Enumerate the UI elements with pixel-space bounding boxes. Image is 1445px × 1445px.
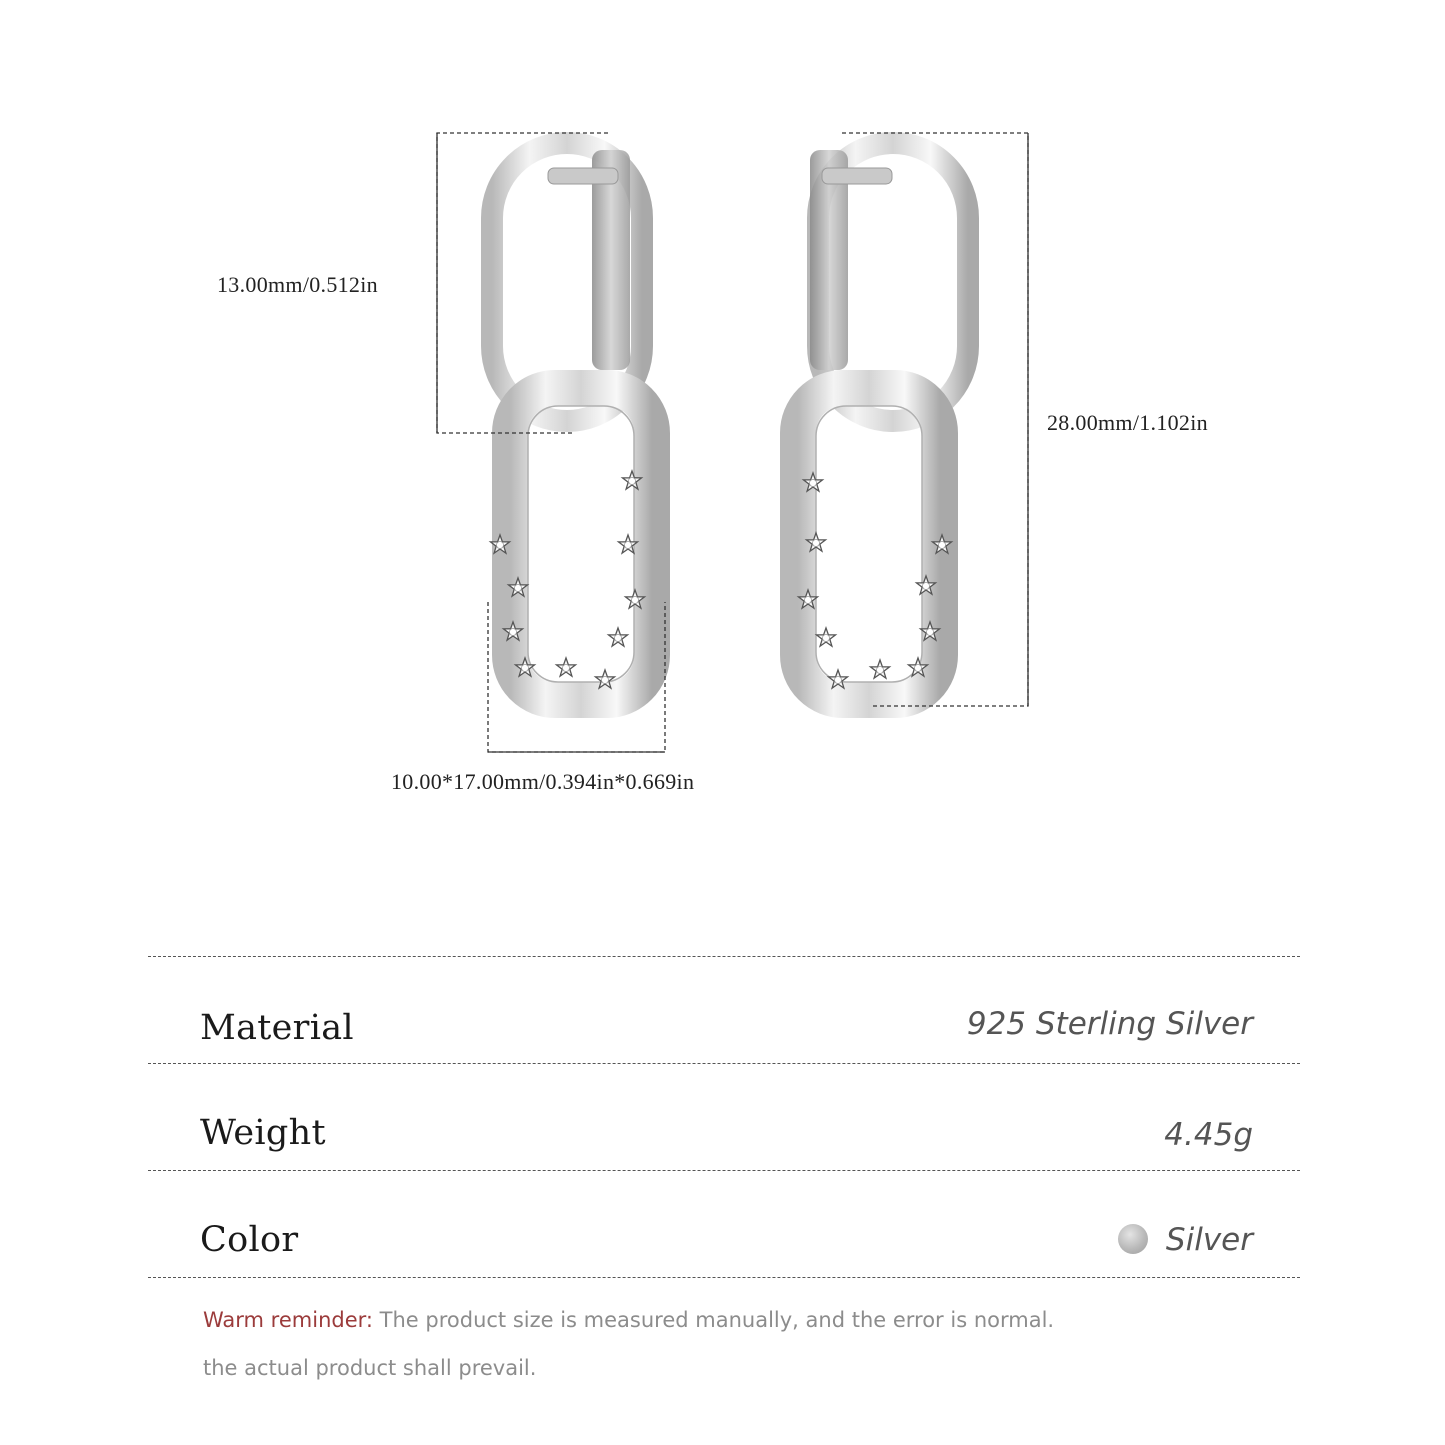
spec-divider xyxy=(148,1063,1300,1064)
color-label: Color xyxy=(200,1220,299,1260)
right-earring xyxy=(798,143,968,700)
reminder-line-2 xyxy=(203,1356,536,1380)
reminder-text-2: the actual product shall prevail. xyxy=(203,1356,537,1380)
weight-label: Weight xyxy=(200,1113,326,1153)
material-value: 925 Sterling Silver xyxy=(966,1006,1253,1042)
silver-color-swatch xyxy=(1118,1224,1148,1254)
reminder-lead: Warm reminder: xyxy=(203,1308,373,1332)
link-size-label: 10.00*17.00mm/0.394in*0.669in xyxy=(391,769,695,794)
spec-divider xyxy=(148,956,1300,957)
spec-divider xyxy=(148,1277,1300,1278)
total-length-label: 28.00mm/1.102in xyxy=(1047,410,1208,435)
hoop-height-label: 13.00mm/0.512in xyxy=(217,272,378,297)
left-earring xyxy=(491,143,653,700)
reminder-line-1 xyxy=(203,1308,1054,1332)
reminder-text-1: The product size is measured manually, and the error is normal. xyxy=(379,1308,1055,1332)
weight-value: 4.45g xyxy=(1164,1117,1253,1153)
material-label: Material xyxy=(200,1008,354,1048)
color-value: Silver xyxy=(1165,1222,1253,1258)
spec-divider xyxy=(148,1170,1300,1171)
